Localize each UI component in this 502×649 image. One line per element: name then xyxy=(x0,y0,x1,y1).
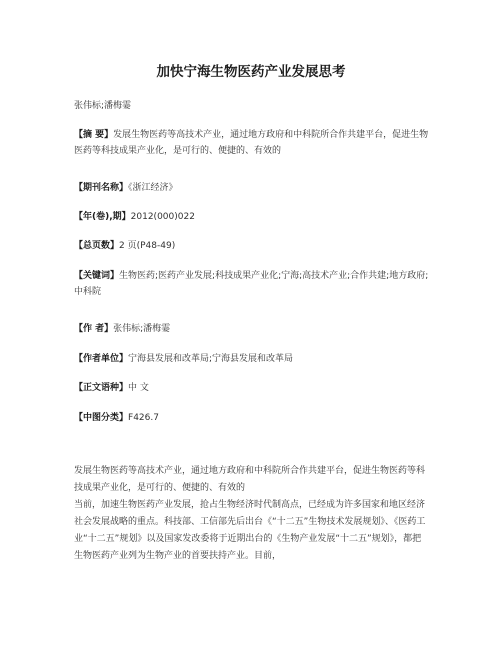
body-text xyxy=(74,463,429,565)
field-value: 宁海县发展和改革局;宁海县发展和改革局 xyxy=(128,354,294,364)
field-label: 【摘 要】 xyxy=(74,130,114,140)
field-author xyxy=(74,321,429,337)
field-label: 【正文语种】 xyxy=(74,383,129,393)
field-affiliation xyxy=(74,351,429,367)
field-value: 生物医药;医药产业发展;科技成果产业化;宁海;高技术产业;合作共建;地方政府;中科院 xyxy=(74,271,429,297)
field-value: F426.7 xyxy=(128,413,159,423)
field-value: 2012(000)022 xyxy=(130,212,195,222)
body-paragraph: 当前，加速生物医药产业发展，抢占生物经济时代制高点，已经成为许多国家和地区经济社会发展战略的重点。科技部、工信部先后出台《“十二五”生物技术发展规划》、《医药工业“十二五”规划》以及国家发改委将于近期出台的《生物产业发展“十二五”规划》，都把生物医药产业列为生物产业的首要扶持产业。目前， xyxy=(74,500,426,561)
field-label: 【年(卷),期】 xyxy=(74,212,131,222)
field-label: 【中图分类】 xyxy=(74,413,129,423)
field-value: 2 页(P48-49) xyxy=(119,241,176,251)
field-label: 【关键词】 xyxy=(74,271,120,281)
field-value: 发展生物医药等高技术产业，通过地方政府和中科院所合作共建平台，促进生物医药等科技成果产业化，是可行的、便捷的、有效的 xyxy=(74,130,429,156)
field-language xyxy=(74,380,429,396)
field-keywords xyxy=(74,268,429,300)
field-classification xyxy=(74,410,429,426)
field-pages xyxy=(74,238,429,254)
field-year-volume xyxy=(74,209,429,225)
field-label: 【总页数】 xyxy=(74,241,120,251)
field-value: 张伟标;潘梅霎 xyxy=(113,324,171,334)
field-journal xyxy=(74,180,429,196)
field-value: 中 文 xyxy=(128,383,149,393)
field-label: 【作者单位】 xyxy=(74,354,129,364)
document-authors: 张伟标;潘梅霎 xyxy=(74,101,132,111)
document-title: 加快宁海生物医药产业发展思考 xyxy=(156,64,346,80)
field-label: 【作 者】 xyxy=(74,324,114,334)
field-value: 《浙江经济》 xyxy=(128,183,178,193)
field-abstract xyxy=(74,127,429,159)
field-label: 【期刊名称】 xyxy=(74,183,129,193)
body-paragraph: 发展生物医药等高技术产业，通过地方政府和中科院所合作共建平台，促进生物医药等科技成果产业化，是可行的、便捷的、有效的 xyxy=(74,466,426,493)
